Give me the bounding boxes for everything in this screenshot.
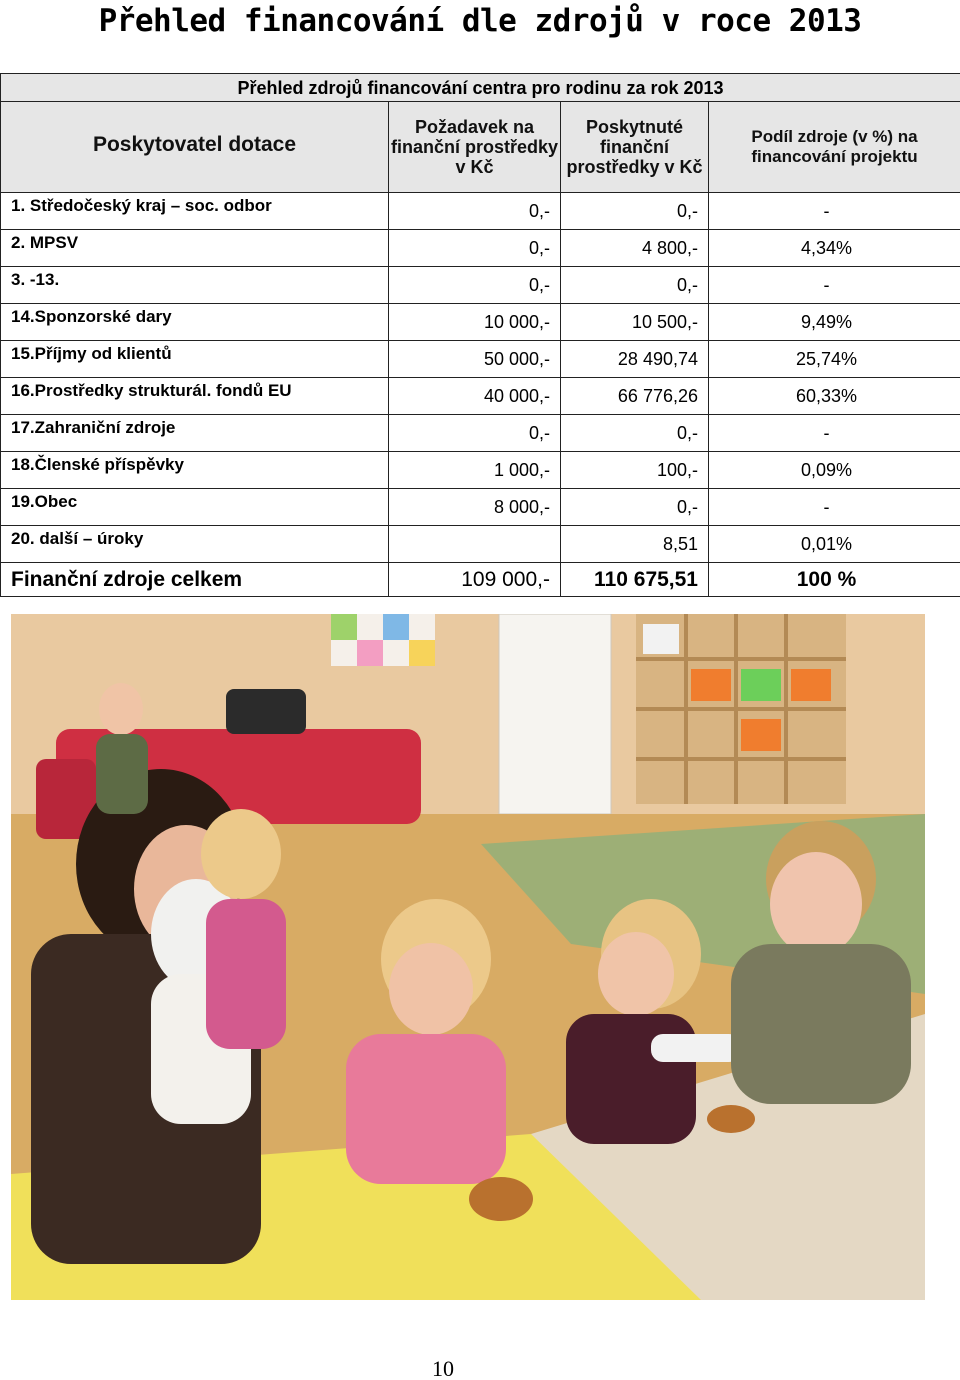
requested-amount: 0,-: [389, 193, 561, 230]
requested-amount: 50 000,-: [389, 341, 561, 378]
photo-door: [499, 614, 611, 814]
requested-amount: 0,-: [389, 230, 561, 267]
total-label: Finanční zdroje celkem: [1, 563, 389, 597]
column-header-provided: Poskytnuté finanční prostředky v Kč: [561, 102, 709, 193]
financing-table: [0, 73, 960, 597]
table-row: [1, 452, 960, 489]
photo-boy-left: [96, 683, 148, 814]
provider-name: 15.Příjmy od klientů: [1, 341, 389, 378]
provider-name: 14.Sponzorské dary: [1, 304, 389, 341]
share-percent: 4,34%: [709, 230, 960, 267]
share-percent: -: [709, 489, 960, 526]
table-row: [1, 230, 960, 267]
table-title-row: [1, 74, 960, 102]
requested-amount: [389, 526, 561, 563]
share-percent: 25,74%: [709, 341, 960, 378]
share-percent: 60,33%: [709, 378, 960, 415]
total-requested: 109 000,-: [389, 563, 561, 597]
provided-amount: 0,-: [561, 193, 709, 230]
share-percent: 9,49%: [709, 304, 960, 341]
provided-amount: 100,-: [561, 452, 709, 489]
provider-name: 17.Zahraniční zdroje: [1, 415, 389, 452]
photo-illustration: [11, 614, 925, 1300]
provided-amount: 66 776,26: [561, 378, 709, 415]
table-title: Přehled zdrojů financování centra pro rodinu za rok 2013: [1, 74, 960, 102]
table-row: [1, 526, 960, 563]
provider-name: 16.Prostředky strukturál. fondů EU: [1, 378, 389, 415]
table-row: [1, 489, 960, 526]
provider-name: 18.Členské příspěvky: [1, 452, 389, 489]
provided-amount: 8,51: [561, 526, 709, 563]
requested-amount: 10 000,-: [389, 304, 561, 341]
requested-amount: 0,-: [389, 415, 561, 452]
total-provided: 110 675,51: [561, 563, 709, 597]
table-row: [1, 267, 960, 304]
table-row: [1, 415, 960, 452]
photo-children-playroom: [11, 614, 925, 1300]
share-percent: -: [709, 267, 960, 304]
provided-amount: 0,-: [561, 415, 709, 452]
provided-amount: 4 800,-: [561, 230, 709, 267]
photo-girl-standing: [201, 809, 286, 1049]
provider-name: 2. MPSV: [1, 230, 389, 267]
table-row: [1, 341, 960, 378]
page-title: Přehled financování dle zdrojů v roce 2013: [98, 3, 862, 39]
provided-amount: 10 500,-: [561, 304, 709, 341]
table-row: [1, 304, 960, 341]
share-percent: -: [709, 193, 960, 230]
provided-amount: 28 490,74: [561, 341, 709, 378]
provider-name: 1. Středočeský kraj – soc. odbor: [1, 193, 389, 230]
page-number: 10: [432, 1356, 454, 1380]
photo-bag: [226, 689, 306, 734]
share-percent: 0,01%: [709, 526, 960, 563]
table-row: [1, 193, 960, 230]
provider-name: 19.Obec: [1, 489, 389, 526]
provider-name: 20. další – úroky: [1, 526, 389, 563]
requested-amount: 0,-: [389, 267, 561, 304]
requested-amount: 1 000,-: [389, 452, 561, 489]
table-row: [1, 378, 960, 415]
column-header-requested: Požadavek na finanční prostředky v Kč: [389, 102, 561, 193]
total-share: 100 %: [709, 563, 960, 597]
column-header-share: Podíl zdroje (v %) na financování projektu: [709, 102, 960, 193]
total-row: [1, 563, 960, 597]
share-percent: -: [709, 415, 960, 452]
provided-amount: 0,-: [561, 267, 709, 304]
photo-wall-tiles: [331, 614, 435, 666]
column-header-provider: Poskytovatel dotace: [1, 102, 389, 193]
table-header-row: [1, 102, 960, 193]
share-percent: 0,09%: [709, 452, 960, 489]
provider-name: 3. -13.: [1, 267, 389, 304]
requested-amount: 40 000,-: [389, 378, 561, 415]
provided-amount: 0,-: [561, 489, 709, 526]
requested-amount: 8 000,-: [389, 489, 561, 526]
